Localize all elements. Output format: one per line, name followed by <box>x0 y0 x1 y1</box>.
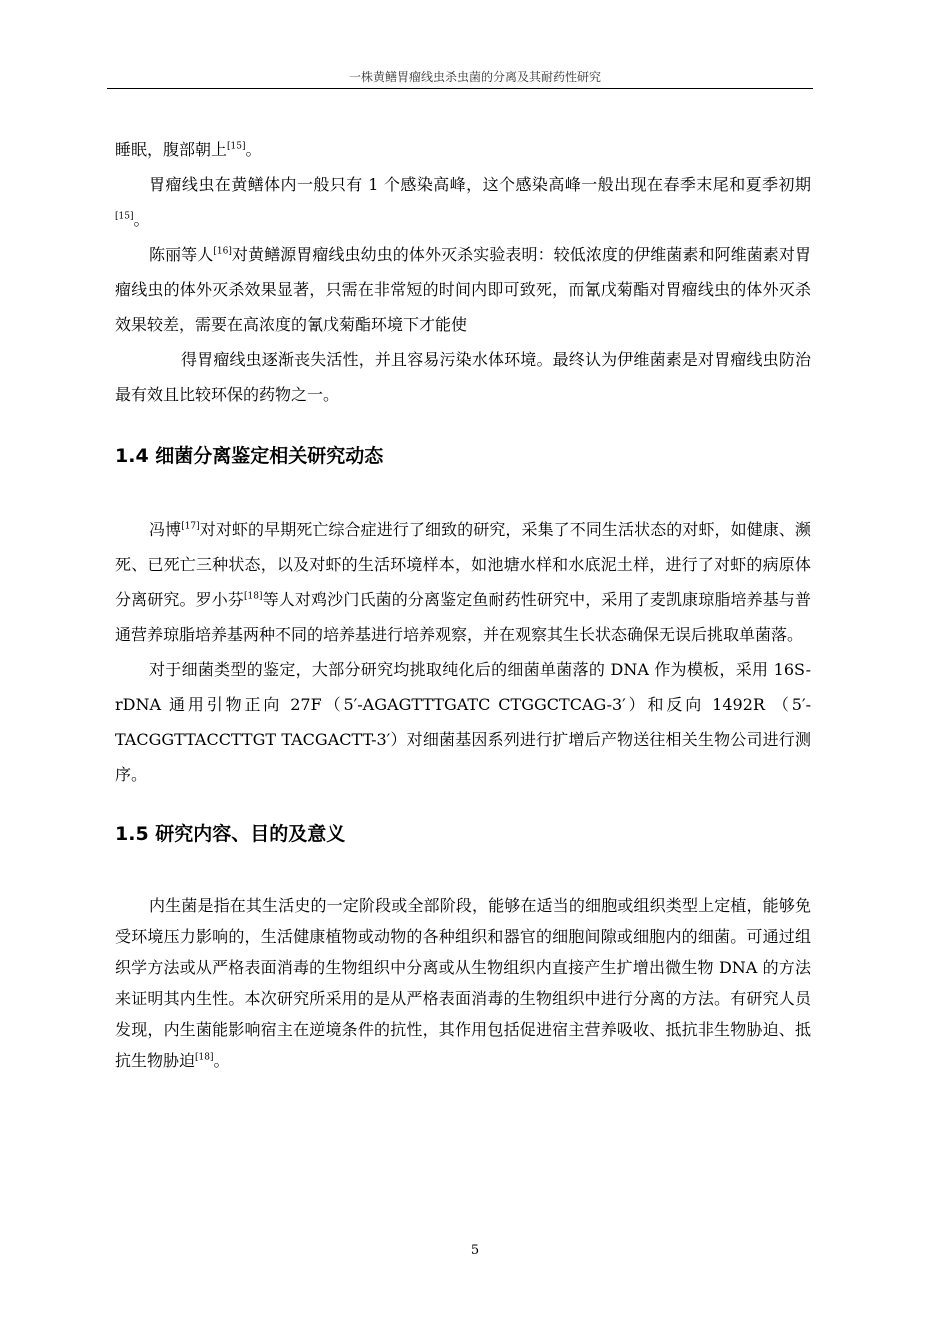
paragraph-text: 等人对鸡沙门氏菌的分离鉴定鱼耐药性研究中，采用了麦凯康琼脂培养基与普通营养琼脂培养基两种不同的培养基进行培养观察，并在观察其生长状态确保无误后挑取单菌落。 <box>115 590 811 644</box>
running-header: 一株黄鳝胃瘤线虫杀虫菌的分离及其耐药性研究 <box>348 70 601 84</box>
paragraph-shrimp-study <box>115 512 811 652</box>
paragraph-lead: 陈丽等人 <box>149 245 214 264</box>
paragraph-text: 胃瘤线虫在黄鳝体内一般只有 1 个感染高峰，这个感染高峰一般出现在春季末尾和夏季初期 <box>149 175 811 194</box>
paragraph-end: 。 <box>245 140 262 159</box>
citation-ref: [18] <box>195 1052 214 1063</box>
paragraph-text: 睡眠，腹部朝上 <box>115 140 228 159</box>
paragraph-lead: 冯博 <box>149 520 182 539</box>
section-heading-1-4: 1.4 细菌分离鉴定相关研究动态 <box>115 445 384 467</box>
paragraph-end: 。 <box>133 210 150 229</box>
paragraph-continuation <box>115 132 811 167</box>
citation-ref: [15] <box>227 141 246 152</box>
paragraph-16s-identification <box>115 652 811 792</box>
paragraph-drug-experiment <box>115 237 811 342</box>
page-number: 5 <box>470 1243 480 1258</box>
paragraph-infection-peak <box>115 167 811 237</box>
paragraph-text: 对对虾的早期死亡综合症进行了细致的研究，采集了不同生活状态的对虾，如健康、濒死、已死亡三种状态，以及对虾的生活环境样本，如池塘水样和水底泥土样，进行了对虾的病原体分离研究。罗小芬 <box>115 520 811 609</box>
paragraph-text: 对于细菌类型的鉴定，大部分研究均挑取纯化后的细菌单菌落的 DNA 作为模板，采用 16S-rDNA 通用引物正向 27F（5′-AGAGTTTGATC CTGGCTCAG-3′）和反向 1492R （5′-TACGGTTACCTTGT TACGACTT-3′）对细菌基因系列进行扩增后产物送往相关生物公司进行测序。 <box>115 660 811 784</box>
citation-ref: [17] <box>181 521 200 532</box>
paragraph-text: 内生菌是指在其生活史的一定阶段或全部阶段，能够在适当的细胞或组织类型上定植，能够免受环境压力影响的，生活健康植物或动物的各种组织和器官的细胞间隙或细胞内的细菌。可通过组织学方法或从严格表面消毒的生物组织中分离或从生物组织内直接产生扩增出微生物 DNA 的方法来证明其内生性。本次研究所采用的是从严格表面消毒的生物组织中进行分离的方法。有研究人员发现，内生菌能影响宿主在逆境条件的抗性，其作用包括促进宿主营养吸收、抵抗非生物胁迫、抵抗生物胁迫 <box>115 896 811 1070</box>
citation-ref: [18] <box>244 591 263 602</box>
citation-ref: [16] <box>213 246 232 257</box>
section-heading-1-5: 1.5 研究内容、目的及意义 <box>115 823 346 845</box>
paragraph-text: 得胃瘤线虫逐渐丧失活性，并且容易污染水体环境。最终认为伊维菌素是对胃瘤线虫防治最有效且比较环保的药物之一。 <box>115 350 811 404</box>
paragraph-drug-experiment-continued <box>115 342 811 412</box>
page-body <box>115 132 811 1076</box>
citation-ref: [15] <box>115 211 134 222</box>
paragraph-end: 。 <box>213 1051 230 1070</box>
paragraph-text: 对黄鳝源胃瘤线虫幼虫的体外灭杀实验表明：较低浓度的伊维菌素和阿维菌素对胃瘤线虫的体外灭杀效果显著，只需在非常短的时间内即可致死，而氰戊菊酯对胃瘤线虫的体外灭杀效果较差，需要在高浓度的氰戊菊酯环境下才能使 <box>115 245 811 334</box>
header-divider <box>107 88 813 89</box>
paragraph-endophyte <box>115 890 811 1076</box>
